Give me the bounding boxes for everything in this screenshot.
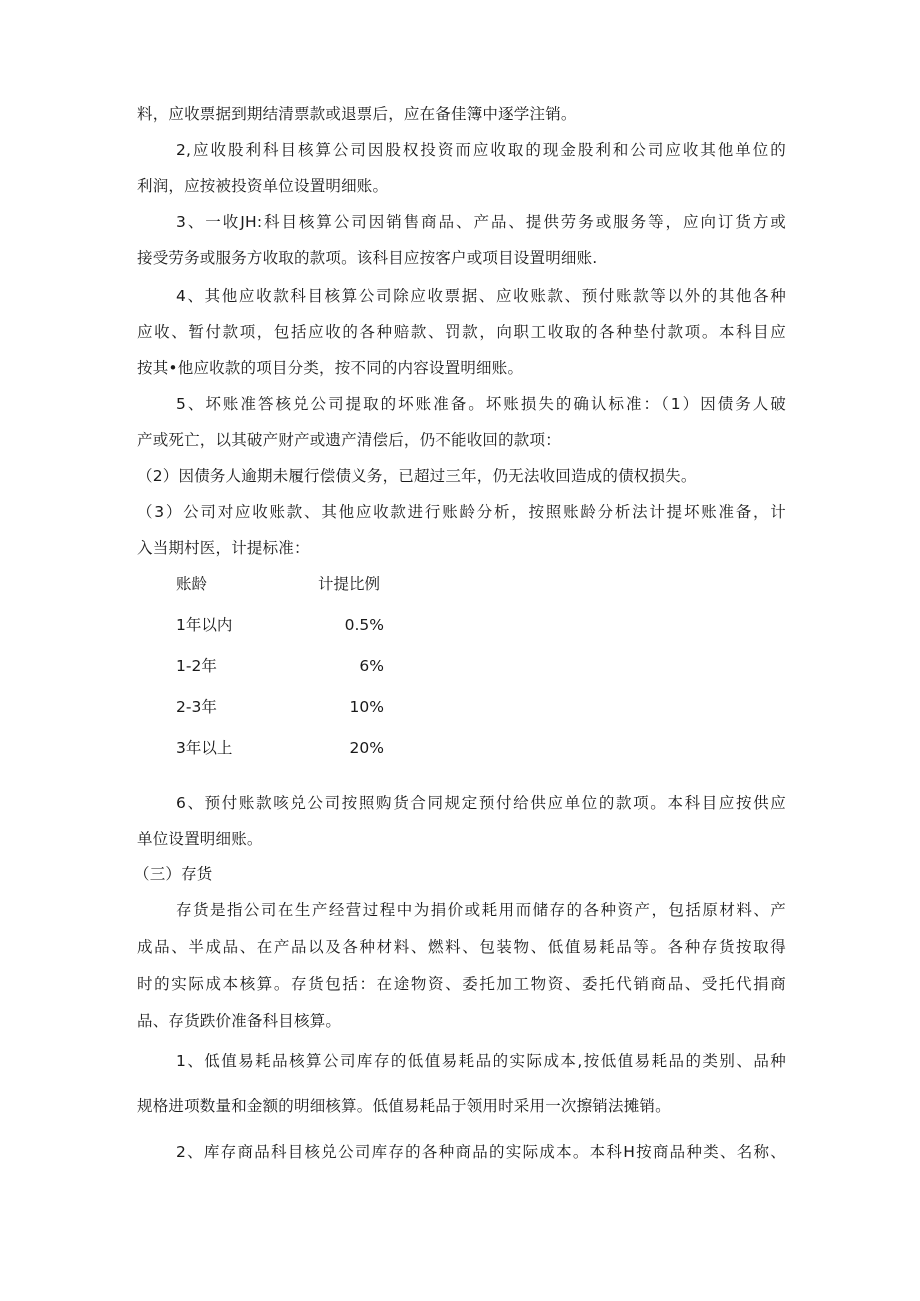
table-cell-ratio: 20% [349,739,384,757]
text-line: 存货是指公司在生产经营过程中为捐价或耗用而储存的各种资产，包括原材料、产 [176,901,786,919]
text-line: 入当期村医，计提标准： [137,539,310,557]
text-line: 时的实际成本核算。存货包括：在途物资、委托加工物资、委托代销商品、受托代捐商 [137,975,786,993]
table-cell-age: 1年以内 [176,616,233,634]
text-line: 品、存货跌价准备科目核算。 [137,1012,342,1030]
text-line: 产或死亡，以其破产财产或遗产清偿后，仍不能收回的款项： [137,431,561,449]
table-cell-ratio: 0.5% [344,616,384,634]
table-header-age: 账龄 [176,575,208,593]
text-line: 2,应收股利科目核算公司因股权投资而应收取的现金股利和公司应收其他单位的 [176,141,786,159]
text-line: 6、预付账款咳兑公司按照购货合同规定预付给供应单位的款项。本科目应按供应 [176,794,786,812]
table-header-ratio: 计提比例 [318,575,381,593]
table-cell-ratio: 10% [349,698,384,716]
text-line: 3、一收JH:科目核算公司因销售商品、产品、提供劳务或服务等，应向订货方或 [176,213,786,231]
table-cell-ratio: 6% [359,657,384,675]
text-line: 单位设置明细账。 [137,830,263,848]
section-heading: （三）存货 [134,865,213,883]
text-line: 应收、暂付款项，包括应收的各种赔款、罚款，向职工收取的各种垫付款项。本科目应 [137,323,786,341]
text-line: 接受劳务或服务方收取的款项。该科目应按客户或项目设置明细账. [137,249,598,267]
text-line: 利润，应按被投资单位设置明细账。 [137,177,389,195]
text-line: 按其•他应收款的项目分类，按不同的内容设置明细账。 [137,359,524,377]
text-line: 成品、半成品、在产品以及各种材料、燃料、包装物、低值易耗品等。各种存货按取得 [137,938,786,956]
text-line: 4、其他应收款科目核算公司除应收票据、应收账款、预付账款等以外的其他各种 [176,287,786,305]
text-line: 1、低值易耗品核算公司库存的低值易耗品的实际成本,按低值易耗品的类别、品种 [176,1052,786,1070]
text-line: 5、坏账准答核兑公司提取的坏账准备。坏账损失的确认标准：（1）因债务人破 [176,395,786,413]
table-cell-age: 1-2年 [176,657,217,675]
table-cell-age: 2-3年 [176,698,217,716]
text-line: （3）公司对应收账款、其他应收款进行账龄分析，按照账龄分析法计提坏账准备，计 [137,503,786,521]
text-line: （2）因债务人逾期未履行偿债义务，已超过三年，仍无法收回造成的债权损失。 [137,467,697,485]
text-line: 规格进项数量和金额的明细核算。低值易耗品于领用时采用一次擦销法摊销。 [137,1097,671,1115]
text-line: 料，应收票据到期结清票款或退票后，应在备佳簿中逐学注销。 [137,105,577,123]
text-line: 2、库存商品科目核兑公司库存的各种商品的实际成本。本科H按商品种类、名称、 [176,1143,786,1161]
table-cell-age: 3年以上 [176,739,233,757]
